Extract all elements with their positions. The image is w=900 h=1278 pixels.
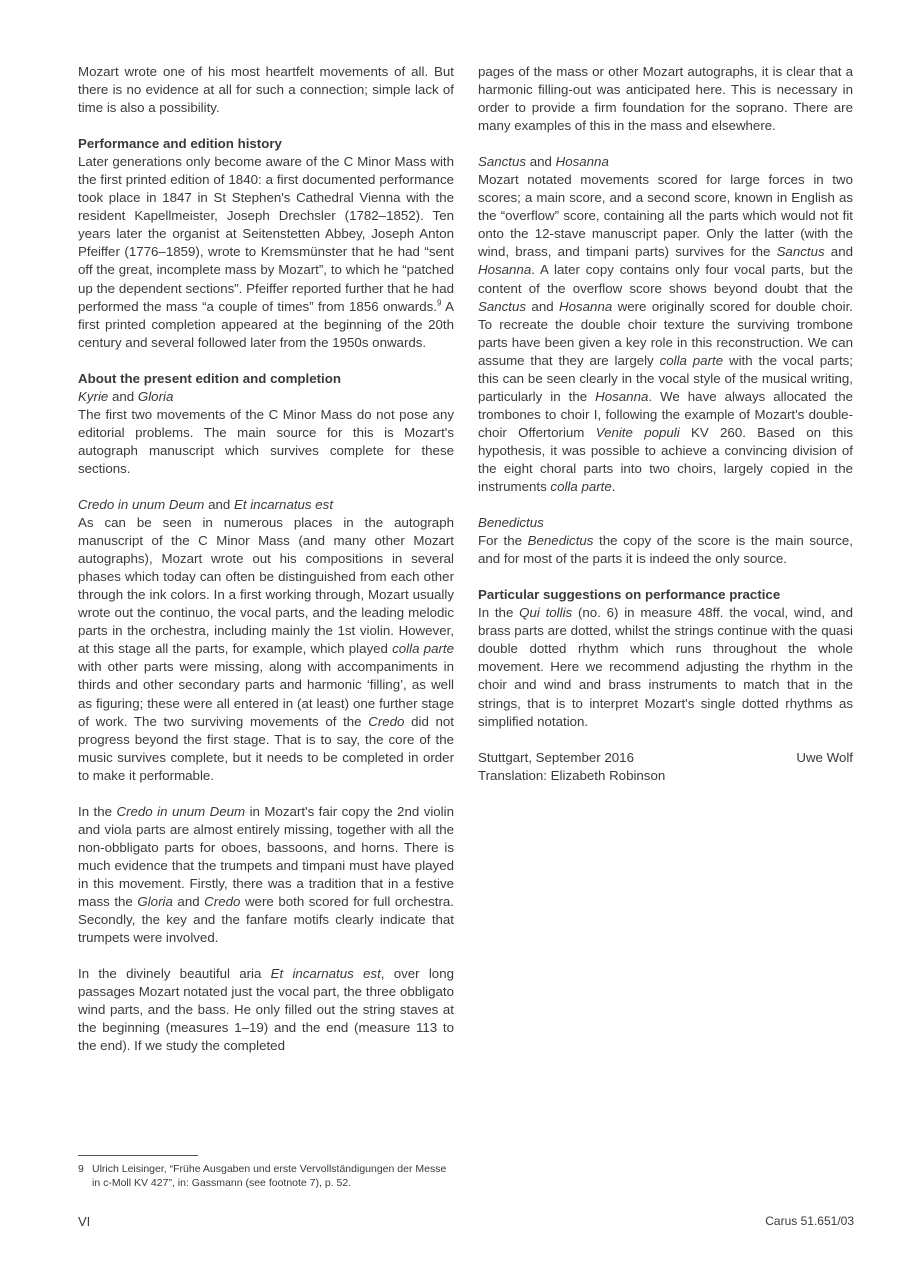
credo-paragraph-3: In the divinely beautiful aria Et incarnatus est, over long passages Mozart notated just the vocal part, the three obbligato wind parts, and the bass. He only filled out the string staves at the beginning (measures 1–19) and the end (measure 113 to the end). If we study the completed bbox=[78, 966, 454, 1054]
sanctus-paragraph: Mozart notated movements scored for large forces in two scores; a main score, and a second score, known in English as the “overflow” score, containing all the parts which would not fit onto the 12-stave manuscript paper. Only the latter (with the wind, brass, and timpani parts) survives for the Sanctus and Hosanna. A later copy contains only four vocal parts, but the content of the overflow score shows beyond doubt that the Sanctus and Hosanna were originally scored for double choir. To recreate the double choir texture the surviving trombone parts have been given a key role in this reconstruction. We can assume that they are largely colla parte with the vocal parts; this can be seen clearly in the vocal style of the musical writing, particularly in the Hosanna. We have always allocated the trombones to choir I, following the example of Mozart's double-choir Offertorium Venite populi KV 260. Based on this hypothesis, it was possible to achieve a convincing division of the eight choral parts into two choirs, largely copied in the instruments colla parte. bbox=[478, 172, 853, 495]
subheading-kyrie-gloria: Kyrie and Gloria bbox=[78, 388, 174, 404]
benedictus-paragraph: For the Benedictus the copy of the score is the main source, and for most of the parts it is indeed the only source. bbox=[478, 533, 854, 567]
subheading-credo: Credo in unum Deum and Et incarnatus est bbox=[78, 496, 334, 512]
subheading-benedictus: Benedictus bbox=[478, 515, 544, 531]
credo-paragraph-2: In the Credo in unum Deum in Mozart's fair copy the 2nd violin and viola parts are almost entirely missing, together with all the non-obbligato parts for oboes, bassoons, and horns. There is much evidence that the trumpets and timpani must have played in this movement. Firstly, there was a tradition that in a festive mass the Gloria and Credo were both scored for full orchestra. Secondly, the key and the fanfare motifs clearly indicate that trumpets were involved. bbox=[78, 803, 454, 946]
signature-place-date: Stuttgart, September 2016 bbox=[478, 749, 634, 765]
footnote-number: 9 bbox=[78, 1163, 84, 1175]
footnote-text: Ulrich Leisinger, “Frühe Ausgaben und erste Vervollständigungen der Messe in c-Moll KV 427”, in: Gassmann (see footnote 7), p. 52. bbox=[92, 1163, 447, 1189]
footnote bbox=[78, 1162, 454, 1190]
credo-paragraph-1: As can be seen in numerous places in the autograph manuscript of the C Minor Mass (and many other Mozart autographs), Mozart wrote out his compositions in several phases which today can often be distinguished from each other through the ink colors. In a first working through, Mozart usually wrote out the continuo, the vocal parts, and the leading melodic parts in the orchestra, including mainly the 1st violin. However, at this stage all the parts, for example, which played colla parte with other parts were missing, along with accompaniments in thirds and other secondary parts and harmonic ‘filling’, as well as figuring; these were all entered in (at least) one further stage of work. The two surviving movements of the Credo did not progress beyond the first stage. That is to say, the core of the music survives complete, but it needs to be completed in order to make it performable. bbox=[78, 515, 454, 783]
heading-performance-practice: Particular suggestions on performance practice bbox=[478, 587, 781, 603]
intro-paragraph: Mozart wrote one of his most heartfelt movements of all. But there is no evidence at all for such a connection; simple lack of time is also a possibility. bbox=[78, 64, 454, 116]
signature-author: Uwe Wolf bbox=[796, 749, 853, 765]
performance-history-paragraph: Later generations only become aware of the C Minor Mass with the first printed edition of 1840: a first documented performance took place in 1847 in St Stephen's Cathedral Vienna with the resident Kapellmeister, Joseph Drechsler (1782–1852). Ten years later the organist at Seitenstetten Abbey, Joseph Anton Pfeiffer (1776–1859), wrote to Kremsmünster that he had “sent off the great, incomplete mass by Mozart”, to which he “patched up the dependent sections”. Pfeiffer reported further that he had performed the mass “a couple of times” from 1856 onwards.$^9$ A first printed completion appeared at the beginning of the 20th century and several followed later from the 1950s onwards. bbox=[78, 154, 454, 350]
right-column bbox=[478, 63, 853, 785]
left-column bbox=[78, 63, 454, 1055]
publisher-code: Carus 51.651/03 bbox=[765, 1214, 854, 1228]
kyrie-gloria-paragraph: The first two movements of the C Minor Mass do not pose any editorial problems. The main source for this is Mozart's autograph manuscript which survives complete for these sections. bbox=[78, 406, 454, 476]
performance-practice-paragraph: In the Qui tollis (no. 6) in measure 48ff. the vocal, wind, and brass parts are dotted, whilst the strings continue with the quasi double dotted rhythm which runs throughout the whole movement. Here we recommend adjusting the rhythm in the choir and wind and brass instruments to match that in the strings, that is to interpret Mozart's single dotted rhythms as simplified notation. bbox=[478, 605, 853, 729]
translation-credit: Translation: Elizabeth Robinson bbox=[478, 767, 666, 783]
heading-performance-history: Performance and edition history bbox=[78, 136, 282, 152]
heading-present-edition: About the present edition and completion bbox=[78, 370, 341, 386]
page-number: VI bbox=[78, 1214, 91, 1229]
signature-line bbox=[478, 749, 853, 767]
subheading-sanctus-hosanna: Sanctus and Hosanna bbox=[478, 154, 609, 170]
footnote-divider bbox=[78, 1155, 198, 1156]
footnote-ref-9[interactable]: 9 bbox=[436, 298, 442, 308]
continuation-paragraph: pages of the mass or other Mozart autographs, it is clear that a harmonic filling-out was anticipated here. This is necessary in order to provide a firm foundation for the soprano. There are many examples of this in the mass and elsewhere. bbox=[478, 64, 853, 134]
